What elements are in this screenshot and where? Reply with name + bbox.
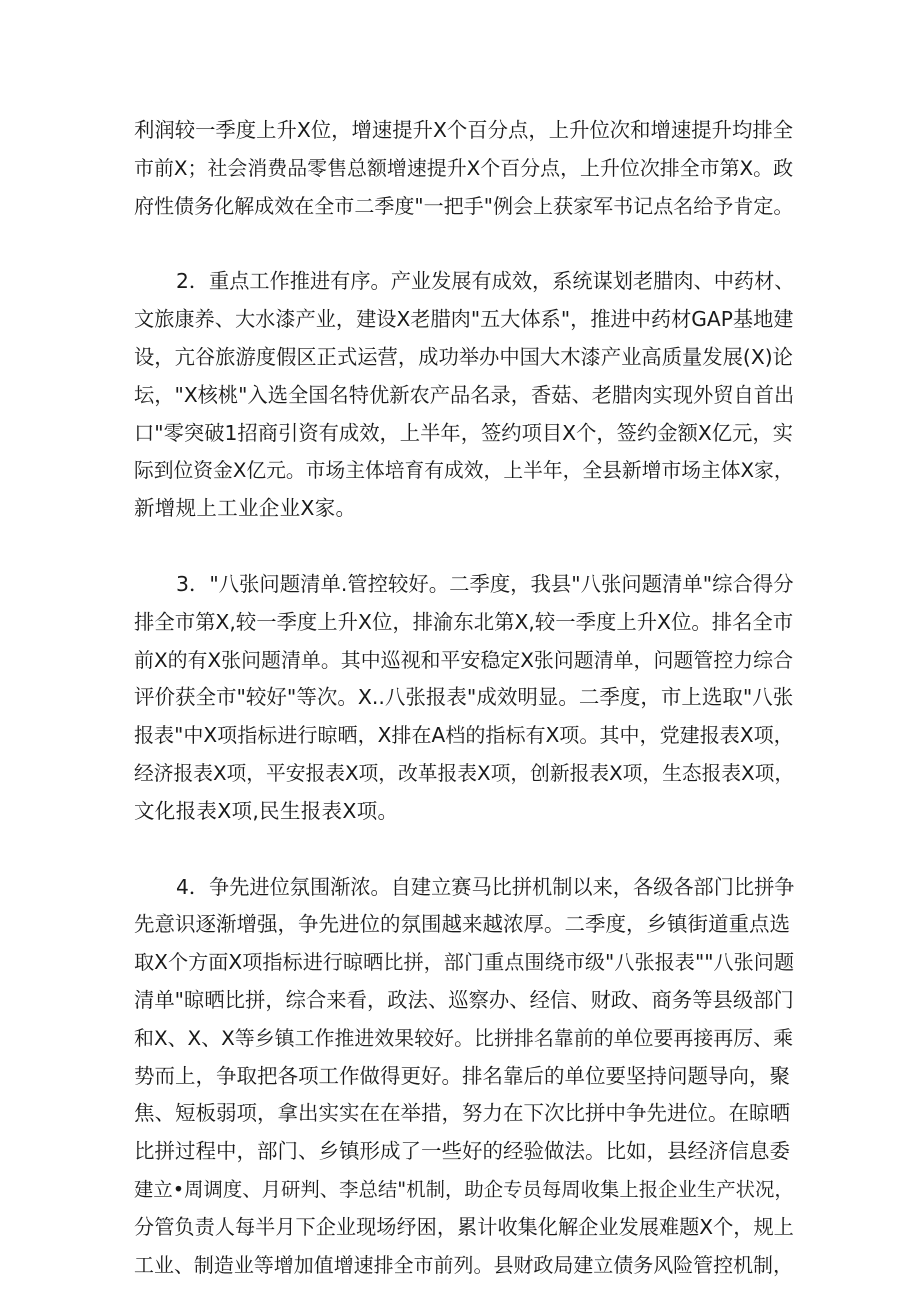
text-line: 先意识逐渐增强，争先进位的氛围越来越浓厚。二季度，乡镇街道重点选 (134, 912, 790, 937)
text-line: 坛，"X核桃"入选全国名特优新农产品名录，香菇、老腊肉实现外贸自首出 (134, 382, 795, 407)
text-line: 口"零突破1招商引资有成效，上半年，签约项目X个，签约金额X亿元，实 (134, 420, 793, 445)
text-line: 焦、短板弱项，拿出实实在在举措，努力在下次比拼中争先进位。在晾晒 (134, 1101, 790, 1126)
text-line: 文化报表X项,民生报表X项。 (134, 798, 399, 823)
text-line: 报表"中X项指标进行晾晒，X排在A档的指标有X项。其中，党建报表X项， (134, 723, 794, 748)
text-line: 取X个方面X项指标进行晾晒比拼，部门重点围绕市级"八张报表""八张问题 (134, 950, 795, 975)
text-line: 市前X；社会消费品零售总额增速提升X个百分点，上升位次排全市第X。政 (134, 155, 794, 180)
text-line: 建立•周调度、月研判、李总结"机制，助企专员每周收集上报企业生产状况， (134, 1177, 794, 1201)
text-line: 4．争先进位氛围渐浓。自建立赛马比拼机制以来，各级各部门比拼争 (176, 874, 795, 899)
text-line: 际到位资金X亿元。市场主体培育有成效，上半年，全县新增市场主体X家， (134, 459, 794, 483)
text-line: 清单"晾晒比拼，综合来看，政法、巡察办、经信、财政、商务等县级部门 (134, 987, 794, 1012)
text-line: 2．重点工作推进有序。产业发展有成效，系统谋划老腊肉、中药材、 (176, 269, 795, 294)
text-line: 3．"八张问题清单.管控较好。二季度，我县"八张问题清单"综合得分 (176, 571, 794, 596)
document-body (134, 112, 794, 1284)
text-line: 经济报表X项，平安报表X项，改革报表X项，创新报表X项，生态报表X项， (134, 761, 795, 785)
paragraph-spacer (134, 225, 794, 263)
text-line: 前X的有X张问题清单。其中巡视和平安稳定X张问题清单，问题管控力综合 (134, 647, 794, 672)
paragraph-spacer (134, 528, 794, 566)
paragraph-spacer (134, 831, 794, 869)
text-line: 和X、X、X等乡镇工作推进效果较好。比拼排名靠前的单位要再接再厉、乘 (134, 1025, 794, 1050)
text-line: 势而上，争取把各项工作做得更好。排名靠后的单位要坚持问题导向，聚 (134, 1063, 790, 1088)
text-line: 新增规上工业企业X家。 (134, 496, 357, 521)
text-line: 设，亢谷旅游度假区正式运营，成功举办中国大木漆产业高质量发展(X)论 (134, 344, 793, 369)
text-line: 比拼过程中，部门、乡镇形成了一些好的经验做法。比如，县经济信息委 (134, 1139, 790, 1164)
paragraph-2 (134, 263, 794, 528)
paragraph-1 (134, 112, 794, 225)
text-line: 利润较一季度上升X位，增速提升X个百分点，上升位次和增速提升均排全 (134, 118, 794, 142)
text-line: 排全市第X,较一季度上升X位，排渝东北第X,较一季度上升X位。排名全市 (134, 609, 794, 634)
text-line: 分管负责人每半月下企业现场纾困，累计收集化解企业发展难题X个，规上 (134, 1214, 794, 1239)
paragraph-4 (134, 869, 794, 1285)
text-line: 府性债务化解成效在全市二季度"一把手"例会上获家军书记点名给予肯定。 (134, 193, 794, 218)
paragraph-3 (134, 566, 794, 831)
text-line: 评价获全市"较好"等次。X..八张报表"成效明显。二季度，市上选取"八张 (134, 685, 794, 710)
text-line: 文旅康养、大水漆产业，建设X老腊肉"五大体系"，推进中药材GAP基地建 (134, 307, 794, 332)
text-line: 工业、制造业等增加值增速排全市前列。县财政局建立债务风险管控机制， (134, 1252, 793, 1277)
